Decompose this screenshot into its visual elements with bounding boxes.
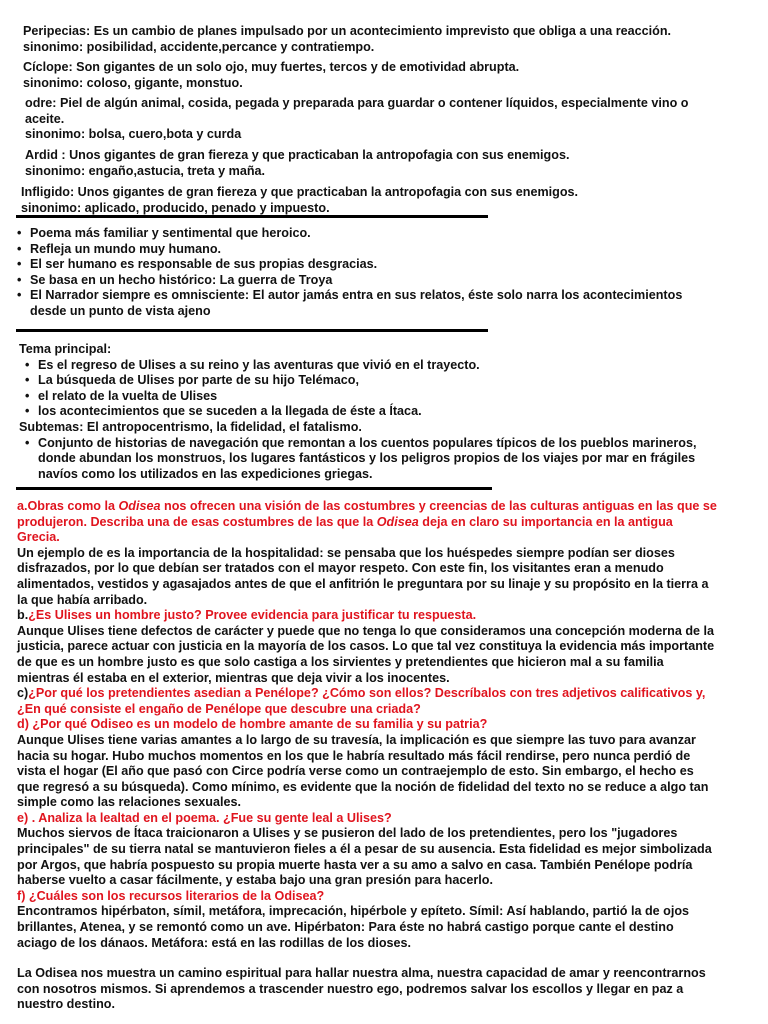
question-f: f) ¿Cuáles son los recursos literarios de la Odisea?: [17, 888, 325, 903]
synonym-text: sinonimo: coloso, gigante, monstuo.: [23, 75, 243, 90]
definition-text: Infligido: Unos gigantes de gran fiereza y que practicaban la antropofagia con sus enemigos.: [21, 185, 579, 199]
question-e: e) . Analiza la lealtad en el poema. ¿Fue su gente leal a Ulises?: [17, 810, 392, 825]
definition-text: Ardid : Unos gigantes de gran fiereza y que practicaban la antropofagia con sus enemigos.: [25, 148, 570, 162]
list-item: • Poema más familiar y sentimental que heroico.: [17, 226, 717, 242]
list-item: • El Narrador siempre es omnisciente: El autor jamás entra en sus relatos, éste solo narra los acontecimientos desde un punto de vista ajeno: [17, 288, 717, 319]
list-item: • El ser humano es responsable de sus propias desgracias.: [17, 257, 717, 273]
list-item: • Conjunto de historias de navegación que remontan a los cuentos populares típicos de los pueblos marineros, donde abundan los monstruos, los lugares fantásticos y los peligros propios de los viajes por mar en frágiles navíos como los utilizados en las expediciones griegas.: [25, 436, 719, 483]
question-d: d) ¿Por qué Odiseo es un modelo de hombre amante de su familia y su patria?: [17, 717, 488, 732]
question-a: a.Obras como la Odisea nos ofrecen una visión de las costumbres y creencias de las culturas antiguas en las que se produjeron. Describa una de esas costumbres de las que la Odisea deja en claro su importancia en la antigua Grecia.: [17, 499, 717, 545]
synonym-text: sinonimo: aplicado, producido, penado y impuesto.: [21, 200, 330, 215]
theme-heading: Tema principal:: [19, 342, 112, 356]
answer-b: Aunque Ulises tiene defectos de carácter y puede que no tenga lo que consideramos una concepción moderna de la justicia, parece actuar con justicia en la mayoría de los casos. Lo que tal vez constituya la evidencia más importante de que es un hombre justo es que solo castiga a los sirvientes y pretendientes que hicieron mal a su familia mientras él estaba en el exterior, mientras que deja vivir a los inocentes.: [17, 623, 715, 685]
divider: [16, 215, 488, 218]
definition-text: odre: Piel de algún animal, cosida, pegada y preparada para guardar o contener líquidos, especialmente vino o aceite.: [25, 96, 689, 126]
list-item: • Se basa en un hecho histórico: La guerra de Troya: [17, 273, 717, 289]
questions-section: [17, 499, 717, 1013]
synonym-text: sinonimo: posibilidad, accidente,percance y contratiempo.: [23, 39, 375, 54]
answer-e: Muchos siervos de Ítaca traicionaron a Ulises y se pusieron del lado de los pretendientes, pero los "jugadores principales" de su tierra natal se mantuvieron fieles a él a pesar de su ausencia. Esta fidelidad es mejor simbolizada por Argos, que habría pospuesto su propia muerte hasta ver a su amo a salvo en casa. También Penélope podría haberse vuelto a casar fácilmente, y estaba bajo una gran presión para hacerlo.: [17, 826, 712, 888]
definition-peripecias: [23, 24, 743, 55]
definition-ciclope: [23, 60, 743, 91]
synonym-text: sinonimo: engaño,astucia, treta y maña.: [25, 163, 266, 178]
list-item: • Es el regreso de Ulises a su reino y las aventuras que vivió en el trayecto.: [25, 358, 719, 374]
divider: [16, 487, 492, 490]
definition-ardid: [25, 148, 745, 179]
definition-infligido: [21, 185, 741, 216]
answer-f: Encontramos hipérbaton, símil, metáfora, imprecación, hipérbole y epíteto. Símil: Así hablando, partió la de ojos brillantes, Atenea, y se remontó como un ave. Hipérbaton: Para éste no habrá castigo porque cante el destino aciago de los dánaos. Metáfora: está en las rodillas de los dioses.: [17, 904, 690, 950]
definition-text: Cíclope: Son gigantes de un solo ojo, muy fuertes, tercos y de emotividad abrupta.: [23, 60, 520, 74]
subthemes-heading: Subtemas: El antropocentrismo, la fidelidad, el fatalismo.: [19, 419, 362, 434]
closing-paragraph: La Odisea nos muestra un camino espiritual para hallar nuestra alma, nuestra capacidad de amar y reencontrarnos con nosotros mismos. Si aprendemos a trascender nuestro ego, podremos salvar los escollos y llegar en paz a nuestro destino.: [17, 966, 706, 1012]
divider: [16, 329, 488, 332]
answer-d: Aunque Ulises tiene varias amantes a lo largo de su travesía, la implicación es que siempre las tuvo para avanzar hacia su hogar. Hubo muchos momentos en los que le habría resultado más fácil rendirse, pero nunca perdió de vista el hogar (El año que pasó con Circe podría verse como un contraejemplo de esto. Sin embargo, el hecho es que regresó a su búsqueda). Como mínimo, es evidente que la noción de fidelidad del texto no se reduce a algo tan simple como las relaciones sexuales.: [17, 732, 709, 810]
list-item: • La búsqueda de Ulises por parte de su hijo Telémaco,: [25, 373, 719, 389]
features-list: [17, 226, 717, 320]
question-c: c)¿Por qué los pretendientes asedian a Penélope? ¿Cómo son ellos? Descríbalos con tres adjetivos calificativos y, ¿En qué consiste el engaño de Penélope que descubre una criada?: [17, 686, 706, 716]
definition-odre: [25, 96, 715, 143]
list-item: • Refleja un mundo muy humano.: [17, 242, 717, 258]
list-item: • el relato de la vuelta de Ulises: [25, 389, 719, 405]
list-item: • los acontecimientos que se suceden a la llegada de éste a Ítaca.: [25, 404, 719, 420]
synonym-text: sinonimo: bolsa, cuero,bota y curda: [25, 127, 242, 142]
question-b: b.¿Es Ulises un hombre justo? Provee evidencia para justificar tu respuesta.: [17, 608, 477, 623]
definition-text: Peripecias: Es un cambio de planes impulsado por un acontecimiento imprevisto que obliga a una reacción.: [23, 24, 672, 38]
theme-section: [19, 342, 719, 482]
answer-a: Un ejemplo de es la importancia de la hospitalidad: se pensaba que los huéspedes siempre podían ser dioses disfrazados, por lo que debían ser tratados con el mayor respeto. Con este fin, los visitantes eran a menudo alimentados, vestidos y agasajados antes de que el anfitrión le preguntara por su linaje y su propósito en la tierra a la que había arribado.: [17, 545, 709, 607]
